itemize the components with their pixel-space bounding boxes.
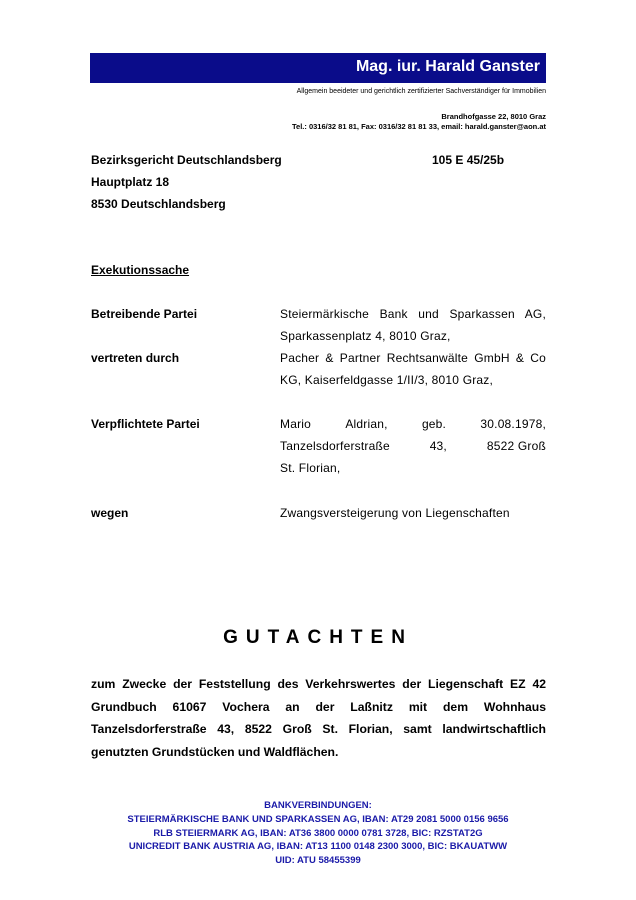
creditor-line-2: Sparkassenplatz 4, 8010 Graz, bbox=[280, 329, 451, 343]
expert-tagline: Allgemein beeideter und gerichtlich zertifizierter Sachverständiger für Immobilien bbox=[296, 88, 546, 95]
regarding-label: wegen bbox=[91, 506, 129, 520]
debtor-last-name: Aldrian, bbox=[345, 417, 388, 431]
expert-address: Brandhofgasse 22, 8010 Graz bbox=[441, 112, 546, 121]
expert-contact: Tel.: 0316/32 81 81, Fax: 0316/32 81 81 33, email: harald.ganster@aon.at bbox=[292, 122, 546, 131]
court-city: 8530 Deutschlandsberg bbox=[91, 197, 226, 211]
footer-heading: BANKVERBINDUNGEN: bbox=[264, 800, 372, 811]
debtor-postcode: 8522 Groß bbox=[486, 439, 546, 453]
document-purpose: zum Zwecke der Feststellung des Verkehrswertes der Liegenschaft EZ 42 Grundbuch 61067 Vochera an der Laßnitz mit dem Wohnhaus Tanzelsdorferstraße 43, 8522 Groß St. Florian, samt landwirtschaftlich genutzten Grundstücken und Waldflächen. bbox=[91, 677, 546, 759]
court-street: Hauptplatz 18 bbox=[91, 175, 170, 189]
debtor-line-2 bbox=[280, 439, 546, 453]
debtor-house-number: 43, bbox=[429, 439, 447, 453]
case-number: 105 E 45/25b bbox=[432, 153, 505, 167]
debtor-line-3: St. Florian, bbox=[280, 461, 341, 475]
debtor-first-name: Mario bbox=[280, 417, 312, 431]
letterhead-banner bbox=[90, 53, 546, 83]
footer-uid: UID: ATU 58455399 bbox=[275, 855, 361, 867]
represented-label: vertreten durch bbox=[91, 351, 180, 365]
debtor-street: Tanzelsdorferstraße bbox=[280, 439, 390, 453]
expert-name: Mag. iur. Harald Ganster bbox=[355, 58, 540, 75]
debtor-label: Verpflichtete Partei bbox=[91, 417, 200, 431]
creditor-label: Betreibende Partei bbox=[91, 307, 198, 321]
case-type: Exekutionssache bbox=[91, 263, 190, 277]
representative-line-2: KG, Kaiserfeldgasse 1/II/3, 8010 Graz, bbox=[280, 373, 494, 387]
footer-bank-2: RLB STEIERMARK AG, IBAN: AT36 3800 0000 0781 3728, BIC: RZSTAT2G bbox=[153, 827, 483, 839]
debtor-line-1 bbox=[280, 417, 546, 431]
bank-details-footer bbox=[0, 799, 636, 868]
debtor-birth-date: 30.08.1978, bbox=[480, 417, 546, 431]
document-title: GUTACHTEN bbox=[223, 627, 413, 648]
court-name: Bezirksgericht Deutschlandsberg bbox=[91, 153, 282, 167]
footer-bank-3: UNICREDIT BANK AUSTRIA AG, IBAN: AT13 1100 0148 2300 3000, BIC: BKAUATWW bbox=[128, 841, 508, 853]
debtor-born-label: geb. bbox=[421, 417, 447, 431]
representative-line-1: Pacher & Partner Rechtsanwälte GmbH & Co bbox=[280, 351, 546, 365]
footer-bank-1: STEIERMÄRKISCHE BANK UND SPARKASSEN AG, IBAN: AT29 2081 5000 0156 9656 bbox=[127, 813, 509, 825]
regarding-value: Zwangsversteigerung von Liegenschaften bbox=[280, 506, 510, 520]
creditor-line-1: Steiermärkische Bank und Sparkassen AG, bbox=[280, 307, 546, 321]
